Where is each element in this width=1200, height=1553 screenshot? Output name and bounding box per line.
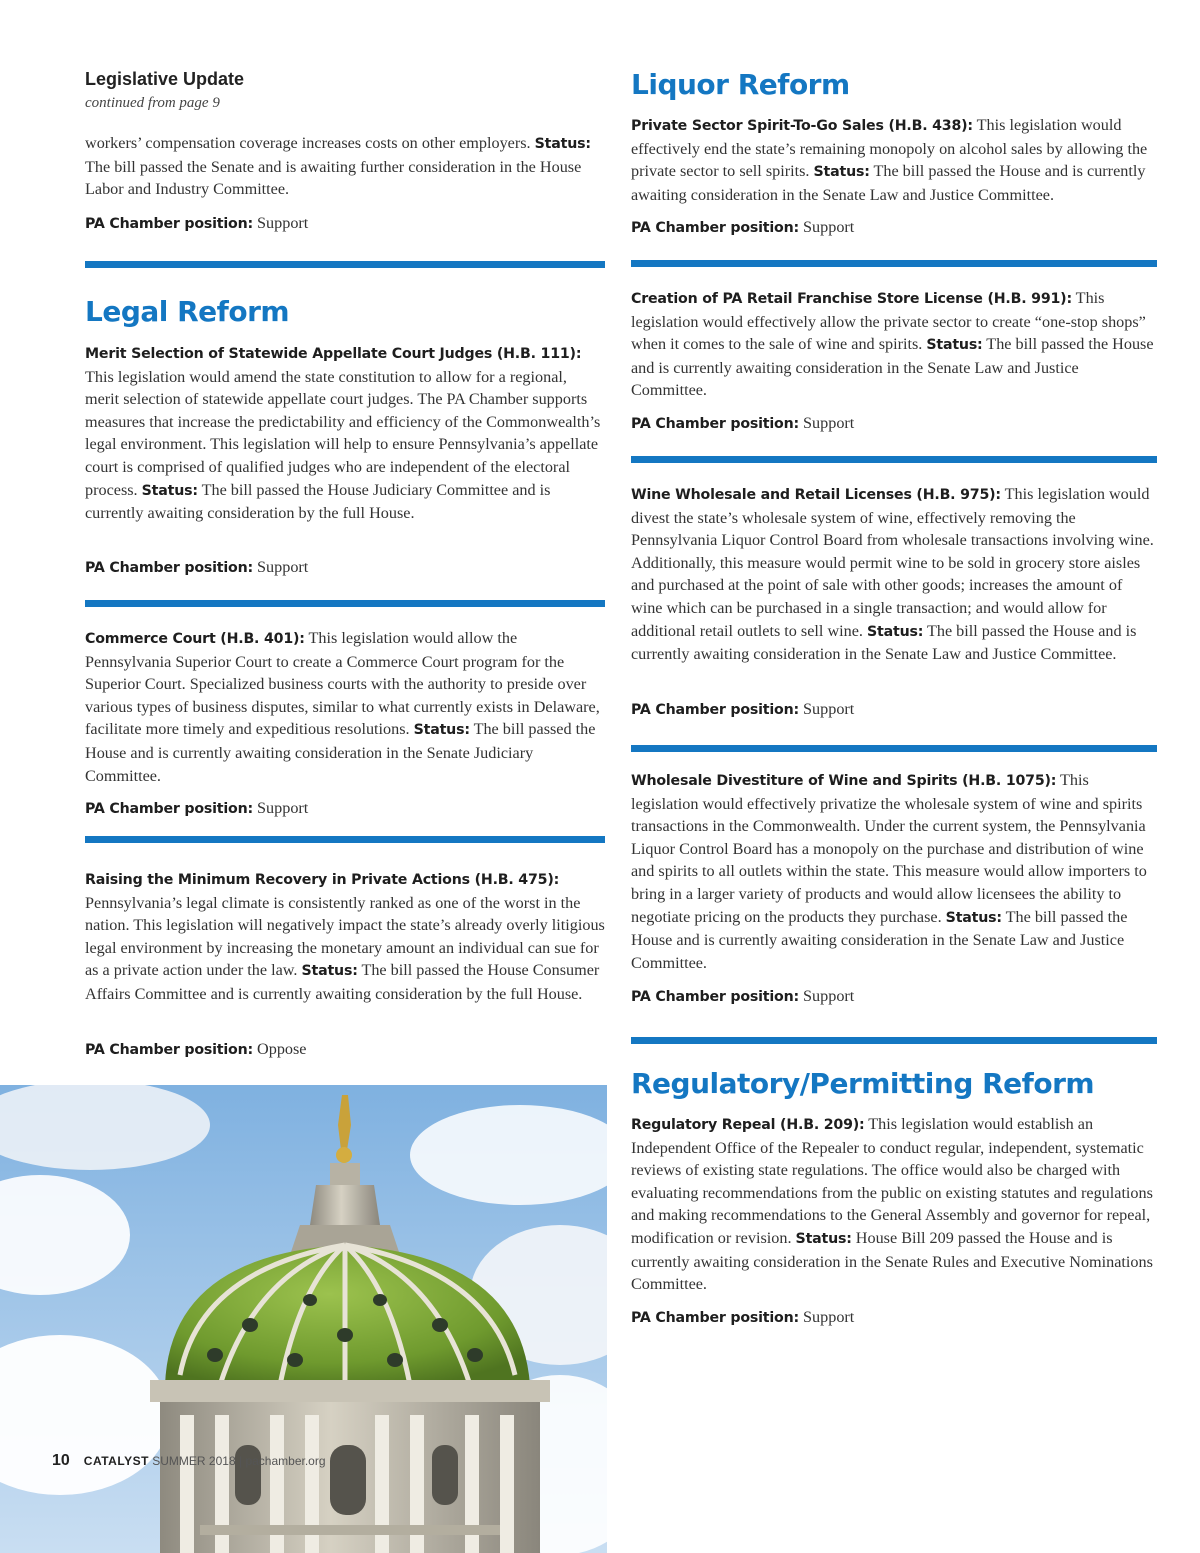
bill-heading: Private Sector Spirit-To-Go Sales (H.B. 438): — [631, 118, 973, 134]
status-label: Status: — [867, 623, 924, 640]
section-divider — [85, 600, 605, 607]
capitol-dome-photo — [0, 1085, 607, 1553]
section-divider — [85, 836, 605, 843]
position-line: PA Chamber position: Support — [631, 987, 855, 1005]
bill-item-hb475: Raising the Minimum Recovery in Private Actions (H.B. 475): Pennsylvania’s legal climate is consistently ranked as one of the worst in the nation. This legislation will negatively impact the state’s already overly litigious legal environment by increasing the monetary amount an individual can sue for as a private action under the law. Status: The bill passed the House Consumer Affairs Committee and is currently awaiting consideration by the full House. — [85, 872, 605, 1003]
issue-label: SUMMER 2018 — [152, 1454, 236, 1468]
position-line: PA Chamber position: Support — [631, 218, 855, 236]
site-link[interactable]: pachamber.org — [245, 1454, 326, 1468]
section-title-legal-reform: Legal Reform — [85, 295, 290, 328]
bill-item-hb111: Merit Selection of Statewide Appellate Court Judges (H.B. 111): This legislation would amend the state constitution to allow for a regional, merit selection of statewide appellate court judges. The PA Chamber supports measures that increase the predictability and efficiency of the Commonwealth’s legal environment. This legislation will help to ensure Pennsylvania’s appellate court is comprised of qualified judges who are independent of the electoral process. Status: The bill passed the House Judiciary Committee and is currently awaiting consideration by the full House. — [85, 346, 601, 523]
bill-item-hb209: Regulatory Repeal (H.B. 209): This legislation would establish an Independent Office of the Repealer to conduct regular, independent, systematic reviews of existing state regulations. The office would also be charged with evaluating recommendations from the public on existing statutes and regulations and making recommendations to the General Assembly and governor for repeal, modification or revision. Status: House Bill 209 passed the House and is currently awaiting consideration in the Senate Rules and Executive Nominations Committee. — [631, 1115, 1153, 1294]
status-label: Status: — [141, 482, 198, 499]
section-divider — [631, 745, 1157, 752]
page-footer — [52, 1452, 326, 1470]
running-header-title: Legislative Update — [85, 69, 245, 89]
bill-item-hb1075: Wholesale Divestiture of Wine and Spirits (H.B. 1075): This legislation would effectively privatize the wholesale system of wine and spirits transactions in the Commonwealth. Under the current system, the Pennsylvania Liquor Control Board has a monopoly on the purchase and distribution of wine and spirits to all outlets within the state. This measure would allow importers to bring in a larger variety of products and would allow licensees the ability to negotiate pricing on the products they purchase. Status: The bill passed the House and is currently awaiting consideration in the Senate Law and Justice Committee. — [631, 771, 1147, 972]
bill-heading: Wholesale Divestiture of Wine and Spirits (H.B. 1075): — [631, 773, 1057, 789]
bill-heading: Wine Wholesale and Retail Licenses (H.B. 975): — [631, 487, 1001, 503]
page-number: 10 — [52, 1452, 70, 1469]
bill-heading: Regulatory Repeal (H.B. 209): — [631, 1117, 865, 1133]
bill-item-hb975: Wine Wholesale and Retail Licenses (H.B. 975): This legislation would divest the state’s wholesale system of wine, effectively removing the Pennsylvania Liquor Control Board from wholesale transactions involving wine. Additionally, this measure would permit wine to be sold in grocery store aisles and purchased at the point of sale with other goods; increases the amount of wine which can be purchased in a single transaction; and would allow for additional retail outlets to sell wine. Status: The bill passed the House and is currently awaiting consideration in the Senate Law and Justice Committee. — [631, 485, 1154, 664]
section-divider — [631, 1037, 1157, 1044]
position-line: PA Chamber position: Support — [85, 558, 309, 576]
position-line: PA Chamber position: Support — [85, 799, 309, 817]
bill-heading: Merit Selection of Statewide Appellate Court Judges (H.B. 111): — [85, 346, 582, 362]
bill-heading: Creation of PA Retail Franchise Store License (H.B. 991): — [631, 291, 1072, 307]
status-label: Status: — [926, 337, 983, 354]
position-line: PA Chamber position: Support — [631, 1308, 855, 1326]
bill-item-hb401: Commerce Court (H.B. 401): This legislation would allow the Pennsylvania Superior Court to create a Commerce Court program for the Superior Court. Specialized business courts with the authority to preside over various types of business disputes, similar to what currently exists in Delaware, facilitate more timely and expeditious resolutions. Status: The bill passed the House and is currently awaiting consideration in the Senate Judiciary Committee. — [85, 629, 600, 785]
section-divider — [631, 260, 1157, 267]
position-line: PA Chamber position: Support — [631, 700, 855, 718]
section-title-liquor-reform: Liquor Reform — [631, 68, 850, 101]
position-line: PA Chamber position: Oppose — [85, 1040, 307, 1058]
status-label: Status: — [945, 909, 1002, 926]
section-divider — [631, 456, 1157, 463]
position-line: PA Chamber position: Support — [631, 414, 855, 432]
section-divider — [85, 261, 605, 268]
status-label: Status: — [813, 164, 870, 181]
magazine-brand: CATALYST — [83, 1454, 149, 1468]
position-line: PA Chamber position: Support — [85, 214, 309, 232]
status-label: Status: — [534, 136, 591, 152]
status-label: Status: — [795, 1230, 852, 1247]
bill-heading: Raising the Minimum Recovery in Private Actions (H.B. 475): — [85, 872, 560, 888]
running-header-subtitle: continued from page 9 — [85, 95, 220, 111]
bill-item-hb438: Private Sector Spirit-To-Go Sales (H.B. 438): This legislation would effectively end the state’s remaining monopoly on alcohol sales by allowing the private sector to sell spirits. Status: The bill passed the House and is currently awaiting consideration in the Senate Law and Justice Committee. — [631, 116, 1148, 204]
intro-paragraph: workers’ compensation coverage increases costs on other employers. Status: The bill passed the Senate and is awaiting further consideration in the House Labor and Industry Committee. — [85, 134, 591, 199]
status-label: Status: — [413, 722, 470, 739]
bill-item-hb991: Creation of PA Retail Franchise Store License (H.B. 991): This legislation would effectively allow the private sector to create “one-stop shops” when it comes to the sale of wine and spirits. Status: The bill passed the House and is currently awaiting consideration in the Senate Law and Justice Committee. — [631, 289, 1154, 400]
footer-separator: | — [238, 1454, 243, 1468]
status-label: Status: — [301, 963, 358, 980]
bill-heading: Commerce Court (H.B. 401): — [85, 631, 305, 647]
section-title-regulatory-reform: Regulatory/Permitting Reform — [631, 1067, 1095, 1100]
